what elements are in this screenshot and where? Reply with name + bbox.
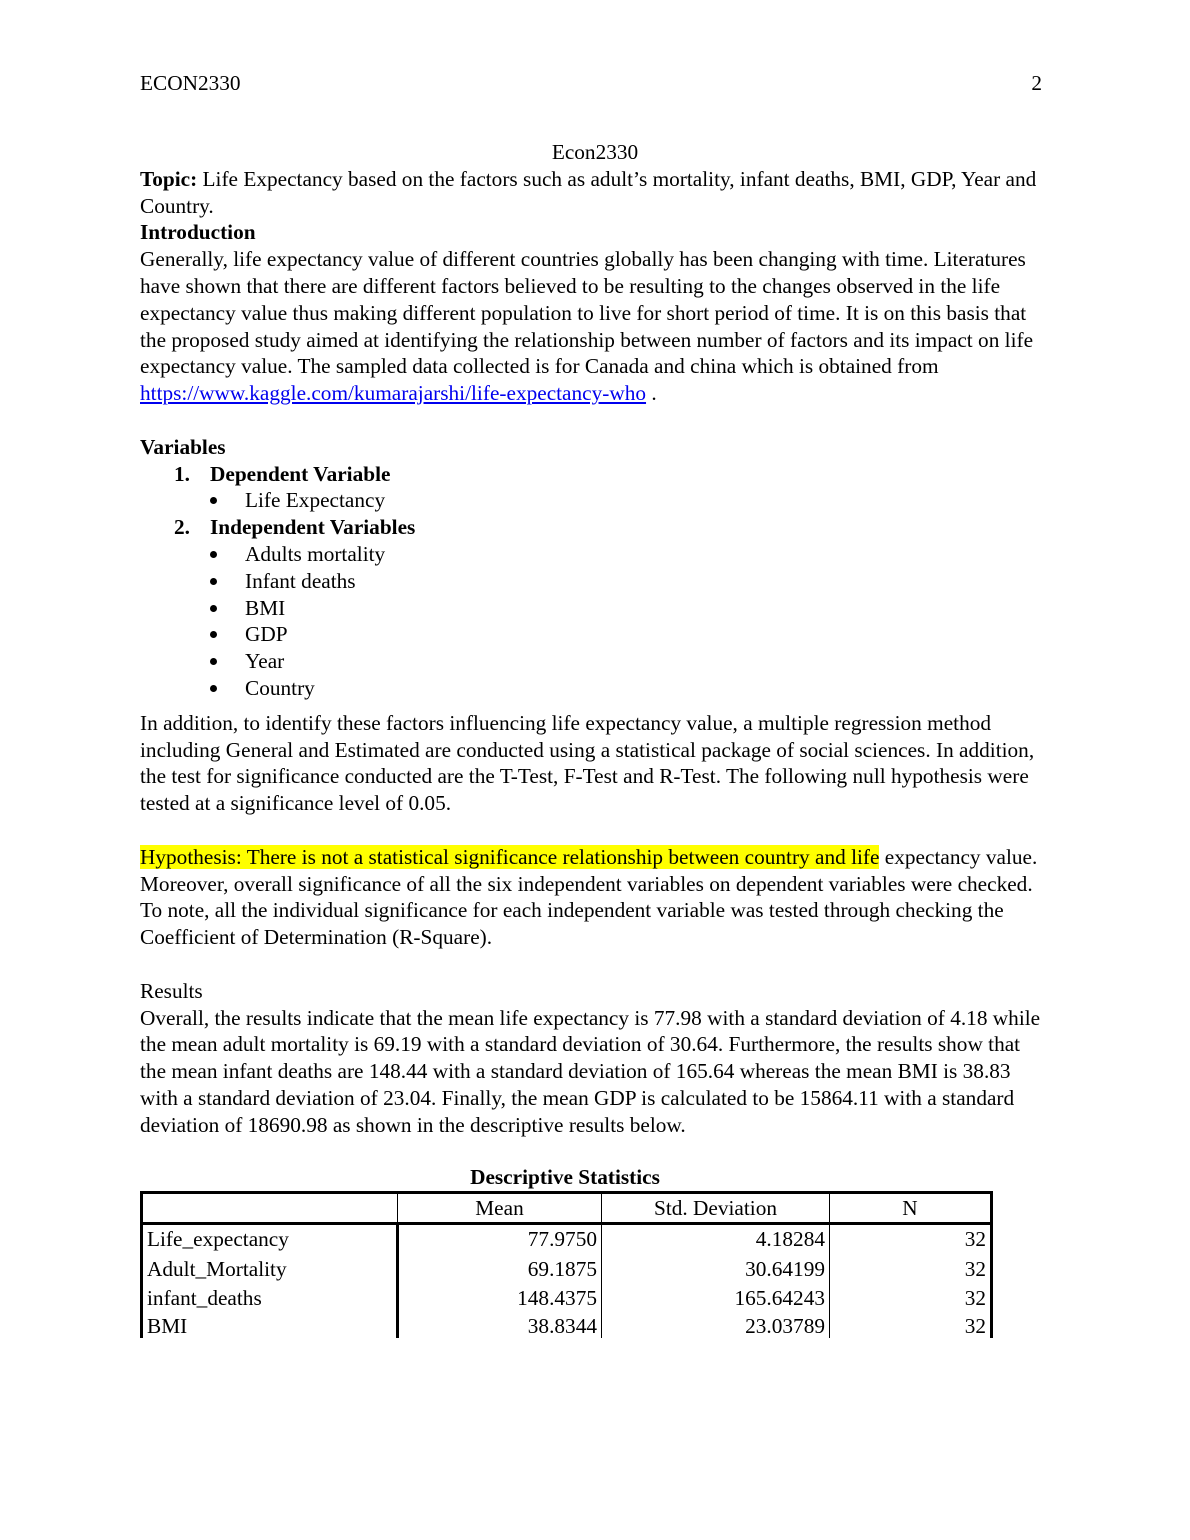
cell-std-deviation: 4.18284 — [602, 1224, 830, 1255]
results-heading: Results — [140, 978, 203, 1003]
header-course-code: ECON2330 — [140, 71, 241, 95]
table-title: Descriptive Statistics — [470, 1165, 660, 1190]
hypothesis-paragraph — [140, 844, 1050, 951]
introduction-paragraph — [140, 246, 1050, 407]
bullet-icon — [210, 685, 217, 692]
bullet-text: Life Expectancy — [245, 488, 386, 513]
bullet-text: Infant deaths — [245, 568, 356, 593]
blank-line — [140, 407, 1050, 434]
bullet-item — [140, 675, 1050, 702]
hypothesis-rest: expectancy value. Moreover, overall significance of all the six independent variables on dependent variables were checked. To note, all the individual significance for each independent variable was tested through checking the Coefficient of Determination (R-Square). — [140, 844, 1038, 950]
table-row — [142, 1255, 992, 1285]
bullet-text: GDP — [245, 622, 288, 647]
topic-label: Topic: — [140, 166, 198, 191]
bullet-icon — [210, 658, 217, 665]
hypothesis-highlight: Hypothesis: There is not a statistical significance relationship between country and life — [140, 844, 880, 869]
spacer — [140, 702, 1050, 710]
bullet-text: Country — [245, 675, 315, 700]
bullet-icon — [210, 605, 217, 612]
cell-std-deviation: 165.64243 — [602, 1284, 830, 1314]
bullet-text: Year — [245, 649, 285, 674]
introduction-heading — [140, 219, 1050, 246]
bullet-item — [140, 568, 1050, 595]
independent-variables-bullets — [210, 541, 1050, 702]
independent-variables-label: Independent Variables — [210, 515, 416, 540]
topic-paragraph — [140, 166, 1050, 220]
variables-heading-text: Variables — [140, 434, 226, 459]
bullet-icon — [210, 631, 217, 638]
cell-n: 32 — [830, 1314, 992, 1338]
introduction-tail: . — [646, 381, 657, 406]
row-label: Life_expectancy — [142, 1224, 398, 1255]
table-row — [142, 1224, 992, 1255]
bullet-icon — [210, 497, 217, 504]
bullet-icon — [210, 551, 217, 558]
cell-std-deviation: 23.03789 — [602, 1314, 830, 1338]
topic-text: Life Expectancy based on the factors such as adult’s mortality, infant deaths, BMI, GDP, Year and Country. — [140, 166, 1037, 218]
cell-n: 32 — [830, 1284, 992, 1314]
variables-list — [140, 461, 1050, 702]
list-number: 2. — [174, 515, 190, 540]
results-paragraph: Overall, the results indicate that the mean life expectancy is 77.98 with a standard deviation of 4.18 while the mean adult mortality is 69.19 with a standard deviation of 30.64. Furthermore, the results show that the mean infant deaths are 148.44 with a standard deviation of 165.64 whereas the mean BMI is 38.83 with a standard deviation of 23.04. Finally, the mean GDP is calculated to be 15864.11 with a standard deviation of 18690.98 as shown in the descriptive results below. — [140, 1005, 1041, 1137]
row-label: BMI — [142, 1314, 398, 1338]
column-header-n: N — [830, 1193, 992, 1224]
dependent-variable-item — [140, 461, 1050, 515]
introduction-heading-text: Introduction — [140, 220, 256, 245]
cell-n: 32 — [830, 1224, 992, 1255]
table-row — [142, 1314, 992, 1338]
dependent-variable-label: Dependent Variable — [210, 461, 391, 486]
column-header-blank — [142, 1193, 398, 1224]
kaggle-link[interactable]: https://www.kaggle.com/kumarajarshi/life-expectancy-who — [140, 381, 647, 406]
table-row — [142, 1284, 992, 1314]
bullet-item — [140, 648, 1050, 675]
column-header-std-deviation: Std. Deviation — [602, 1193, 830, 1224]
variables-heading — [140, 434, 1050, 461]
cell-mean: 148.4375 — [398, 1284, 602, 1314]
bullet-icon — [210, 578, 217, 585]
bullet-item — [140, 541, 1050, 568]
bullet-item — [140, 487, 1050, 514]
blank-line — [140, 817, 1050, 844]
document-title: Econ2330 — [551, 140, 639, 164]
bullet-text: BMI — [245, 595, 286, 620]
running-header — [140, 70, 1042, 97]
descriptive-statistics-table — [140, 1191, 993, 1338]
bullet-text: Adults mortality — [245, 541, 386, 566]
blank-line — [140, 951, 1050, 978]
document-body — [140, 139, 1050, 1338]
column-header-mean: Mean — [398, 1193, 602, 1224]
cell-std-deviation: 30.64199 — [602, 1255, 830, 1285]
table-header-row — [142, 1193, 992, 1224]
cell-mean: 38.8344 — [398, 1314, 602, 1338]
method-paragraph: In addition, to identify these factors influencing life expectancy value, a multiple regression method including General and Estimated are conducted using a statistical package of social sciences. In addition, the test for significance conducted are the T-Test, F-Test and R-Test. The following null hypothesis were tested at a significance level of 0.05. — [140, 710, 1035, 816]
cell-n: 32 — [830, 1255, 992, 1285]
cell-mean: 69.1875 — [398, 1255, 602, 1285]
row-label: Adult_Mortality — [142, 1255, 398, 1285]
dependent-variable-bullets — [210, 487, 1050, 514]
list-number: 1. — [174, 461, 190, 486]
cell-mean: 77.9750 — [398, 1224, 602, 1255]
independent-variables-item — [140, 514, 1050, 702]
header-page-number: 2 — [1031, 71, 1042, 95]
introduction-text: Generally, life expectancy value of different countries globally has been changing with time. Literatures have shown that there are different factors believed to be resulting to the changes observed in the life expectancy value thus making different population to live for short period of time. It is on this basis that the proposed study aimed at identifying the relationship between number of factors and its impact on life expectancy value. The sampled data collected is for Canada and china which is obtained from — [140, 247, 1034, 379]
bullet-item — [140, 621, 1050, 648]
row-label: infant_deaths — [142, 1284, 398, 1314]
bullet-item — [140, 595, 1050, 622]
